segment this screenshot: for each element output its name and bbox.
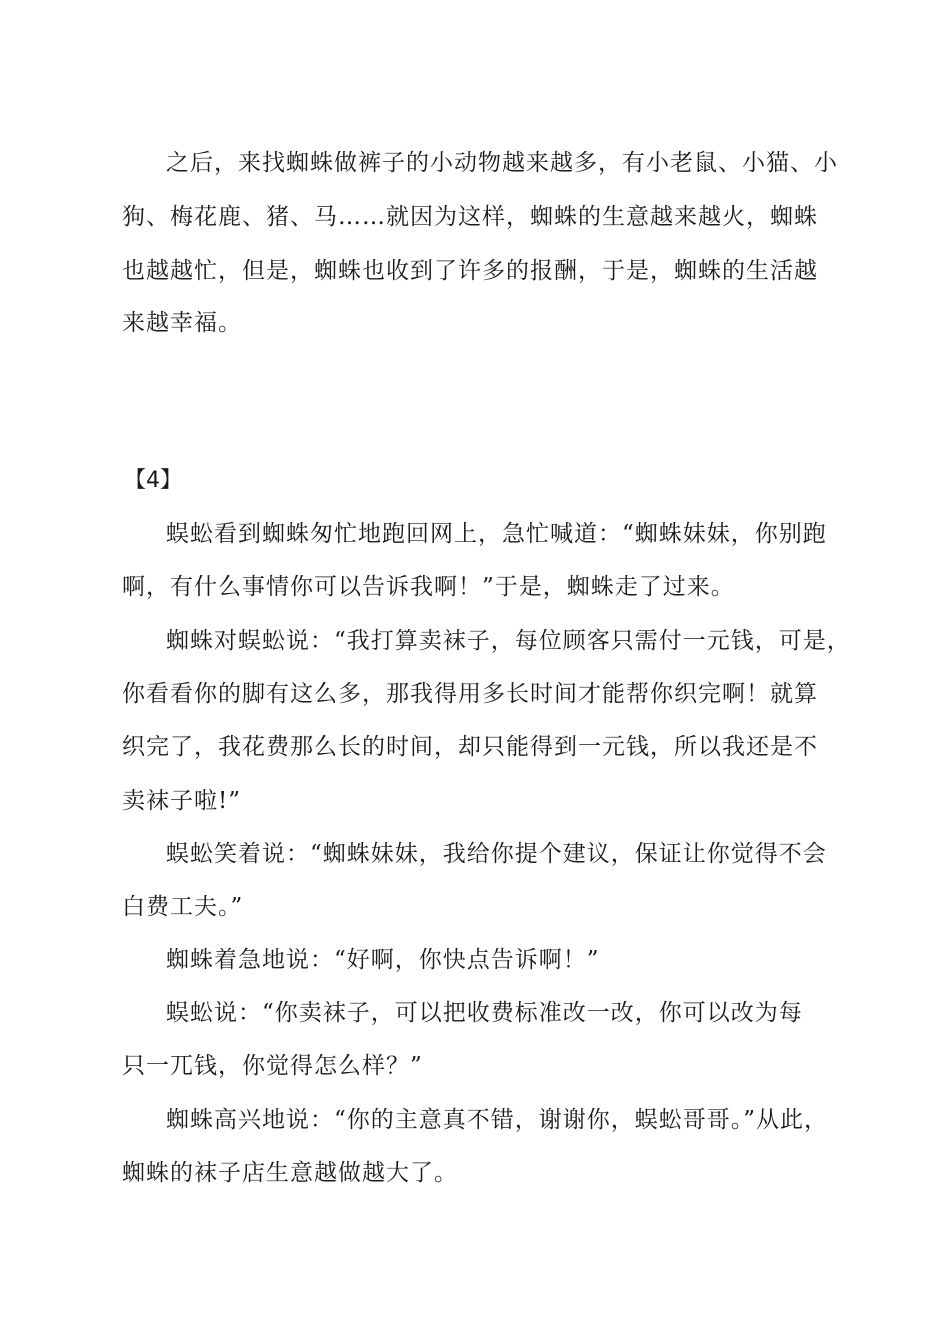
text-line: 蜘蛛对蜈蚣说：“我打算卖袜子，每位顾客只需付一元钱，可是， bbox=[166, 628, 851, 654]
text-line: 只一兀钱，你觉得怎么样？” bbox=[122, 1053, 423, 1079]
text-line: 也越越忙，但是，蜘蛛也收到了许多的报酬，于是，蜘蛛的生活越 bbox=[122, 258, 818, 284]
text-line: 卖袜子啦!” bbox=[122, 788, 242, 814]
text-line: 蜘蛛高兴地说：“你的主意真不错，谢谢你，蜈蚣哥哥。”从此， bbox=[166, 1107, 829, 1133]
text-line: 蜘蛛的袜子店生意越做越大了。 bbox=[122, 1160, 458, 1186]
text-line: 蜈蚣看到蜘蛛匆忙地跑回网上，急忙喊道：“蜘蛛妹妹，你别跑 bbox=[166, 521, 827, 547]
text-line: 来越幸福。 bbox=[122, 310, 242, 336]
text-line: 白费工夫。” bbox=[122, 894, 244, 920]
text-line: 狗、梅花鹿、猪、马……就因为这样，蜘蛛的生意越来越火，蜘蛛 bbox=[122, 204, 818, 230]
text-line: 之后，来找蜘蛛做裤子的小动物越来越多，有小老鼠、小猫、小 bbox=[166, 150, 838, 176]
text-line: 你看看你的脚有这么多，那我得用多长时间才能帮你织完啊！就算 bbox=[122, 681, 818, 707]
text-line: 织完了，我花费那么长的时间，却只能得到一元钱，所以我还是不 bbox=[122, 734, 818, 760]
text-line: 蜈蚣笑着说：“蜘蛛妹妹，我给你提个建议，保证让你觉得不会 bbox=[166, 841, 827, 867]
text-line: 啊，有什么事情你可以告诉我啊！”于是，蜘蛛走了过来。 bbox=[122, 574, 735, 600]
text-line: 蜘蛛着急地说：“好啊，你快点告诉啊！” bbox=[166, 947, 600, 973]
section-heading: 【4】 bbox=[124, 468, 182, 493]
text-line: 蜈蚣说：“你卖袜子，可以把收费标准改一改，你可以改为每 bbox=[166, 1000, 803, 1026]
